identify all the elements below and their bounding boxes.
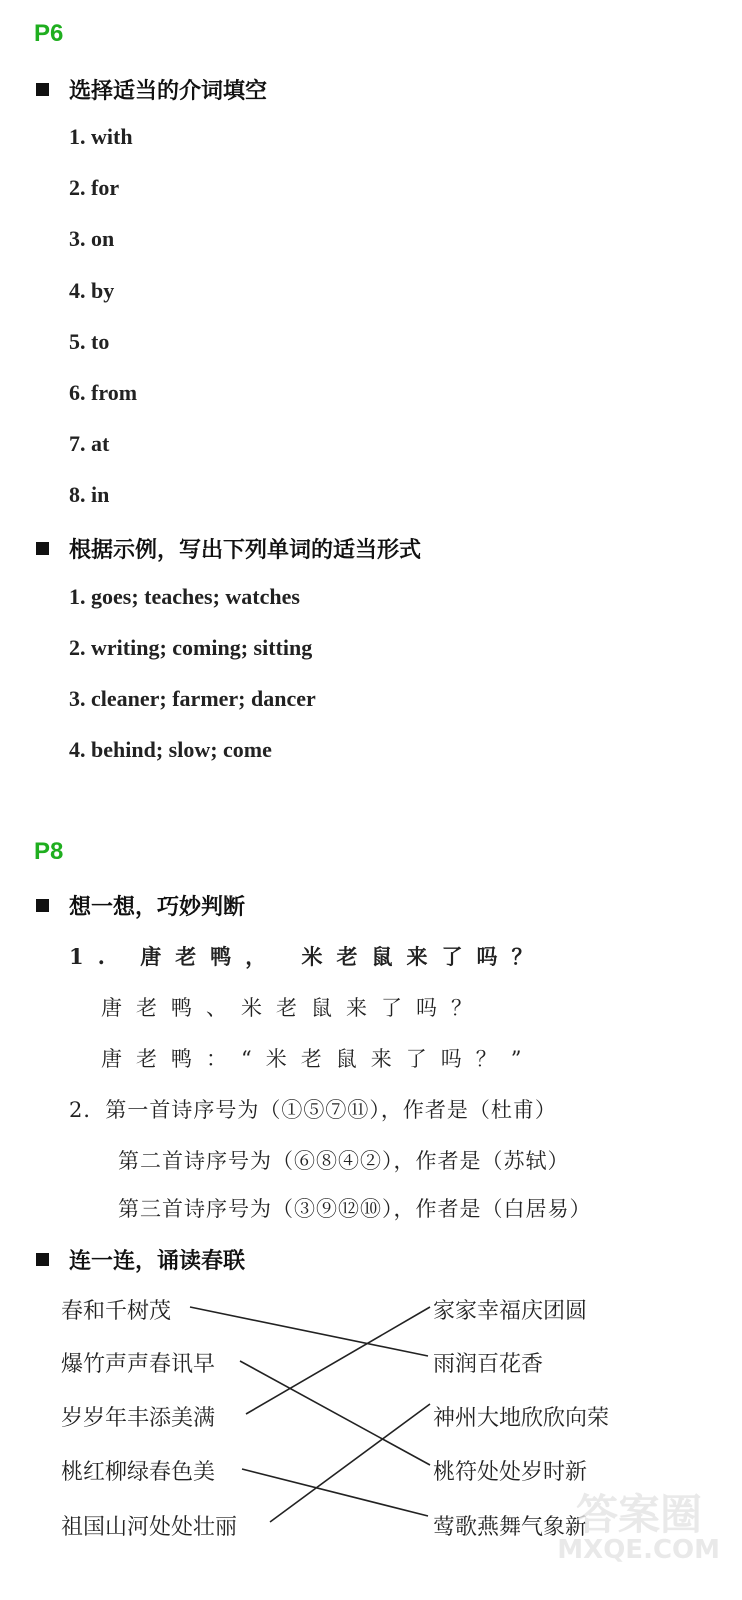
couplet-left: 桃红柳绿春色美 bbox=[61, 1460, 216, 1485]
heading-text: 想一想，巧妙判断 bbox=[69, 895, 246, 920]
couplet-left: 祖国山河处处壮丽 bbox=[61, 1515, 238, 1540]
answer-line: 3. on bbox=[69, 226, 115, 251]
answer-line: 5. to bbox=[69, 329, 110, 354]
match-line bbox=[240, 1361, 430, 1465]
answer-line: 6. from bbox=[69, 380, 138, 405]
punctuation-answer: 唐老鸭、米老鼠来了吗？ bbox=[101, 996, 486, 1020]
couplet-right: 雨润百花香 bbox=[433, 1352, 544, 1377]
answer-line: 3. cleaner; farmer; dancer bbox=[69, 686, 316, 711]
answer-line: 1. with bbox=[69, 124, 133, 149]
answer-line: 1. goes; teaches; watches bbox=[69, 584, 300, 609]
poem-order-answer: 第二首诗序号为（⑥⑧④②），作者是（苏轼） bbox=[118, 1149, 570, 1173]
couplet-right: 莺歌燕舞气象新 bbox=[433, 1515, 588, 1540]
couplet-right: 桃符处处岁时新 bbox=[433, 1460, 588, 1485]
answer-line: 7. at bbox=[69, 431, 110, 456]
match-line bbox=[242, 1469, 428, 1516]
poem-order-answer: 第三首诗序号为（③⑨⑫⑩），作者是（白居易） bbox=[118, 1197, 592, 1221]
match-line bbox=[190, 1307, 428, 1356]
heading-text: 根据示例，写出下列单词的适当形式 bbox=[69, 538, 422, 563]
watermark-logo: 答案圈 bbox=[575, 1490, 702, 1539]
page-label-p6: P6 bbox=[34, 20, 64, 47]
couplet-right: 家家幸福庆团圆 bbox=[433, 1299, 588, 1324]
punctuation-answer: 唐老鸭：“米老鼠来了吗？” bbox=[101, 1047, 536, 1071]
answer-line: 2. writing; coming; sitting bbox=[69, 635, 313, 660]
couplet-left: 春和千树茂 bbox=[61, 1299, 172, 1324]
couplet-left: 岁岁年丰添美满 bbox=[61, 1406, 216, 1431]
watermark-url: MXQE.COM bbox=[557, 1535, 720, 1565]
couplet-right: 神州大地欣欣向荣 bbox=[433, 1406, 610, 1431]
heading-text: 选择适当的介词填空 bbox=[69, 79, 268, 104]
answer-line: 4. by bbox=[69, 278, 115, 303]
heading-text: 连一连，诵读春联 bbox=[69, 1249, 246, 1274]
poem-order-answer: 2．第一首诗序号为（①⑤⑦⑪），作者是（杜甫） bbox=[69, 1098, 557, 1122]
couplet-left: 爆竹声声春讯早 bbox=[61, 1352, 216, 1377]
punctuation-answer: 1. 唐老鸭， 米老鼠来了吗？ bbox=[69, 944, 547, 969]
answer-line: 8. in bbox=[69, 482, 110, 507]
answer-line: 2. for bbox=[69, 175, 120, 200]
match-line bbox=[246, 1307, 430, 1414]
answer-line: 4. behind; slow; come bbox=[69, 737, 272, 762]
page-label-p8: P8 bbox=[34, 838, 64, 865]
